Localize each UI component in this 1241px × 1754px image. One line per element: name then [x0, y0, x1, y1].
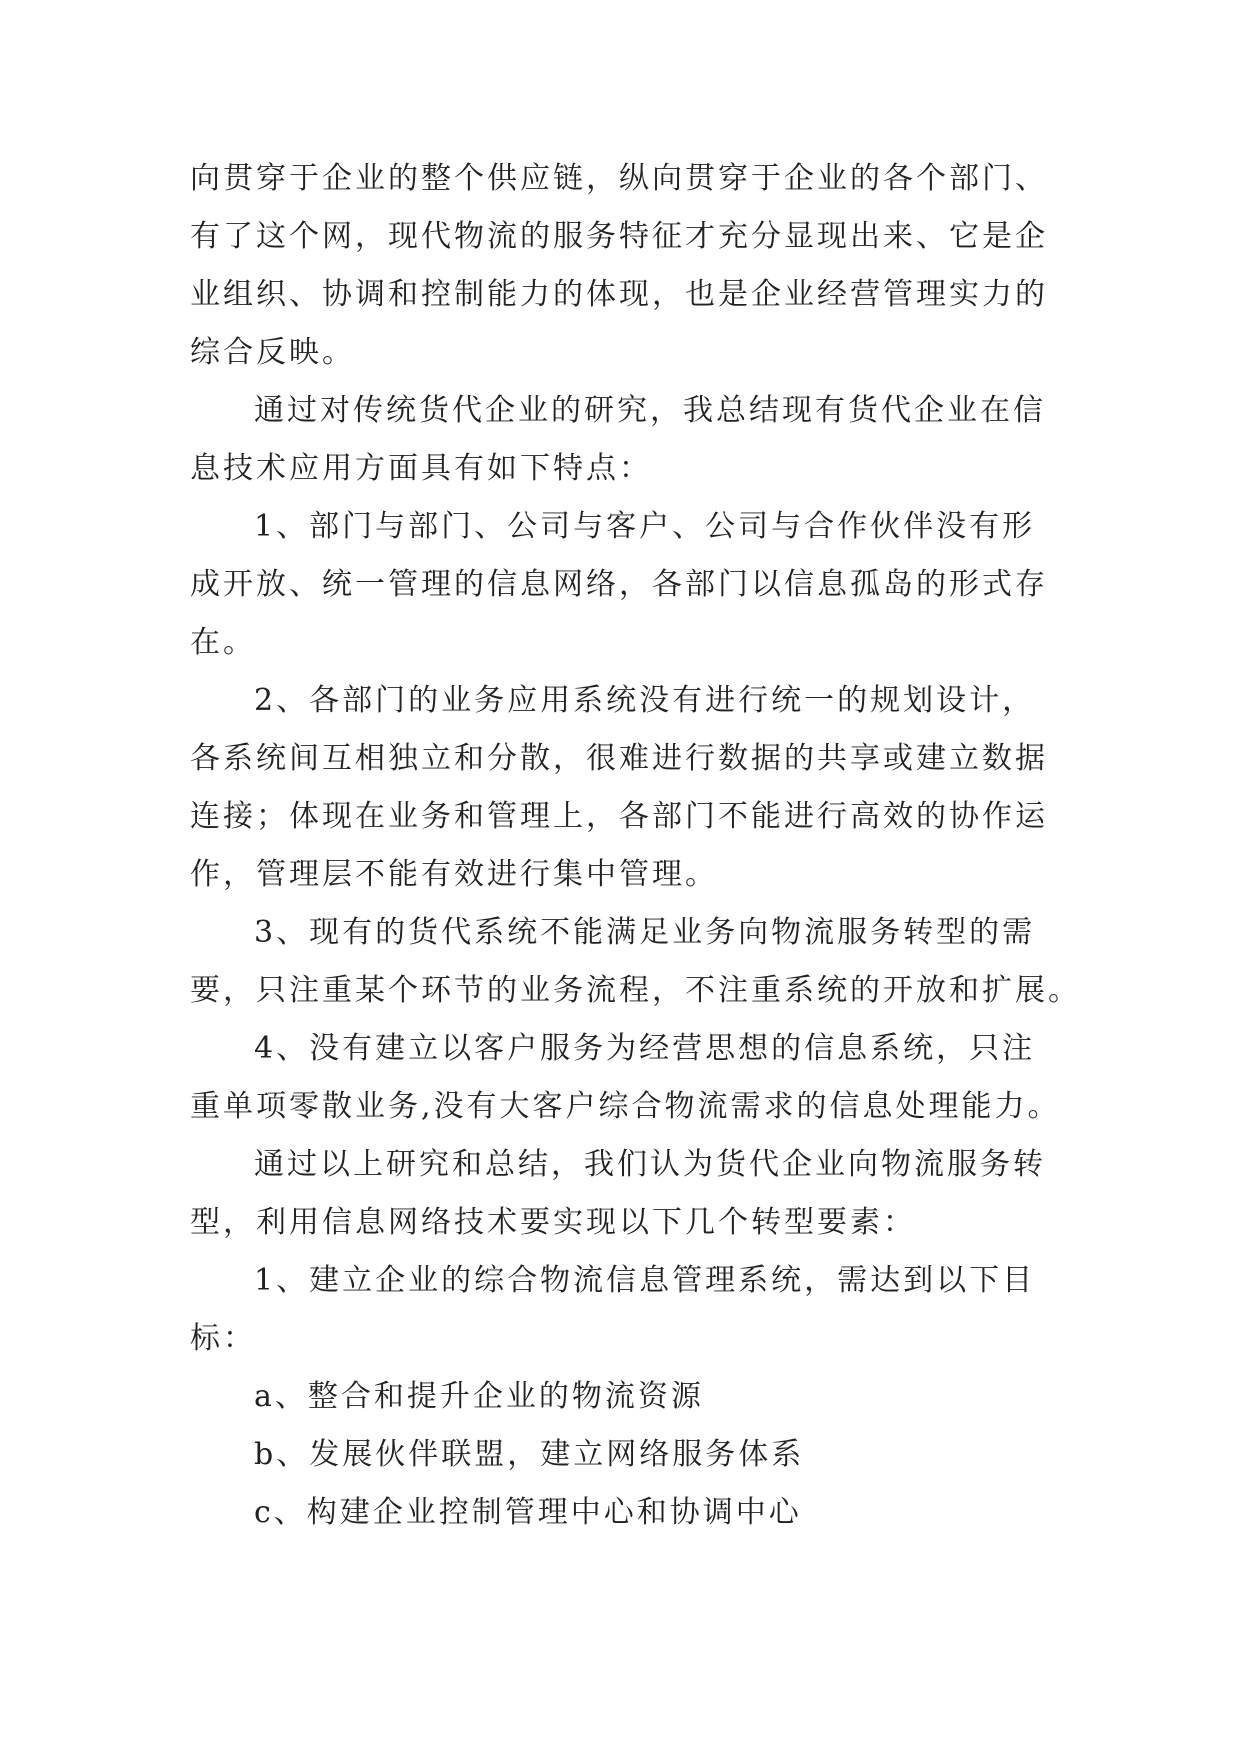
- text-line: 息技术应用方面具有如下特点：: [190, 451, 652, 486]
- text-line: 向贯穿于企业的整个供应链，纵向贯穿于企业的各个部门、: [190, 161, 1048, 196]
- text-line: 有了这个网，现代物流的服务特征才充分显现出来、它是企: [190, 219, 1048, 254]
- text-line: 成开放、统一管理的信息网络，各部门以信息孤岛的形式存: [190, 567, 1048, 602]
- text-line: 3、现有的货代系统不能满足业务向物流服务转型的需: [254, 915, 1036, 950]
- text-line: 2、各部门的业务应用系统没有进行统一的规划设计，: [254, 683, 1036, 718]
- text-line: 重单项零散业务,没有大客户综合物流需求的信息处理能力。: [190, 1089, 1061, 1124]
- text-line: 通过对传统货代企业的研究，我总结现有货代企业在信: [254, 393, 1046, 428]
- text-line: 标：: [190, 1321, 256, 1356]
- text-line: 综合反映。: [190, 335, 355, 370]
- text-line: 通过以上研究和总结，我们认为货代企业向物流服务转: [254, 1147, 1046, 1182]
- text-line: 作，管理层不能有效进行集中管理。: [190, 857, 718, 892]
- text-line: b、发展伙伴联盟，建立网络服务体系: [254, 1437, 805, 1472]
- body-text: [190, 150, 1081, 1542]
- text-line: c、构建企业控制管理中心和协调中心: [254, 1495, 802, 1530]
- text-line: 4、没有建立以客户服务为经营思想的信息系统，只注: [254, 1031, 1036, 1066]
- text-line: 业组织、协调和控制能力的体现，也是企业经营管理实力的: [190, 277, 1048, 312]
- text-line: a、整合和提升企业的物流资源: [254, 1379, 704, 1414]
- text-line: 型，利用信息网络技术要实现以下几个转型要素：: [190, 1205, 916, 1240]
- text-line: 要，只注重某个环节的业务流程，不注重系统的开放和扩展。: [190, 973, 1081, 1008]
- text-line: 1、建立企业的综合物流信息管理系统，需达到以下目: [254, 1263, 1036, 1298]
- text-line: 连接；体现在业务和管理上，各部门不能进行高效的协作运: [190, 799, 1048, 834]
- text-line: 1、部门与部门、公司与客户、公司与合作伙伴没有形: [254, 509, 1036, 544]
- text-line: 各系统间互相独立和分散，很难进行数据的共享或建立数据: [190, 741, 1048, 776]
- text-line: 在。: [190, 625, 256, 660]
